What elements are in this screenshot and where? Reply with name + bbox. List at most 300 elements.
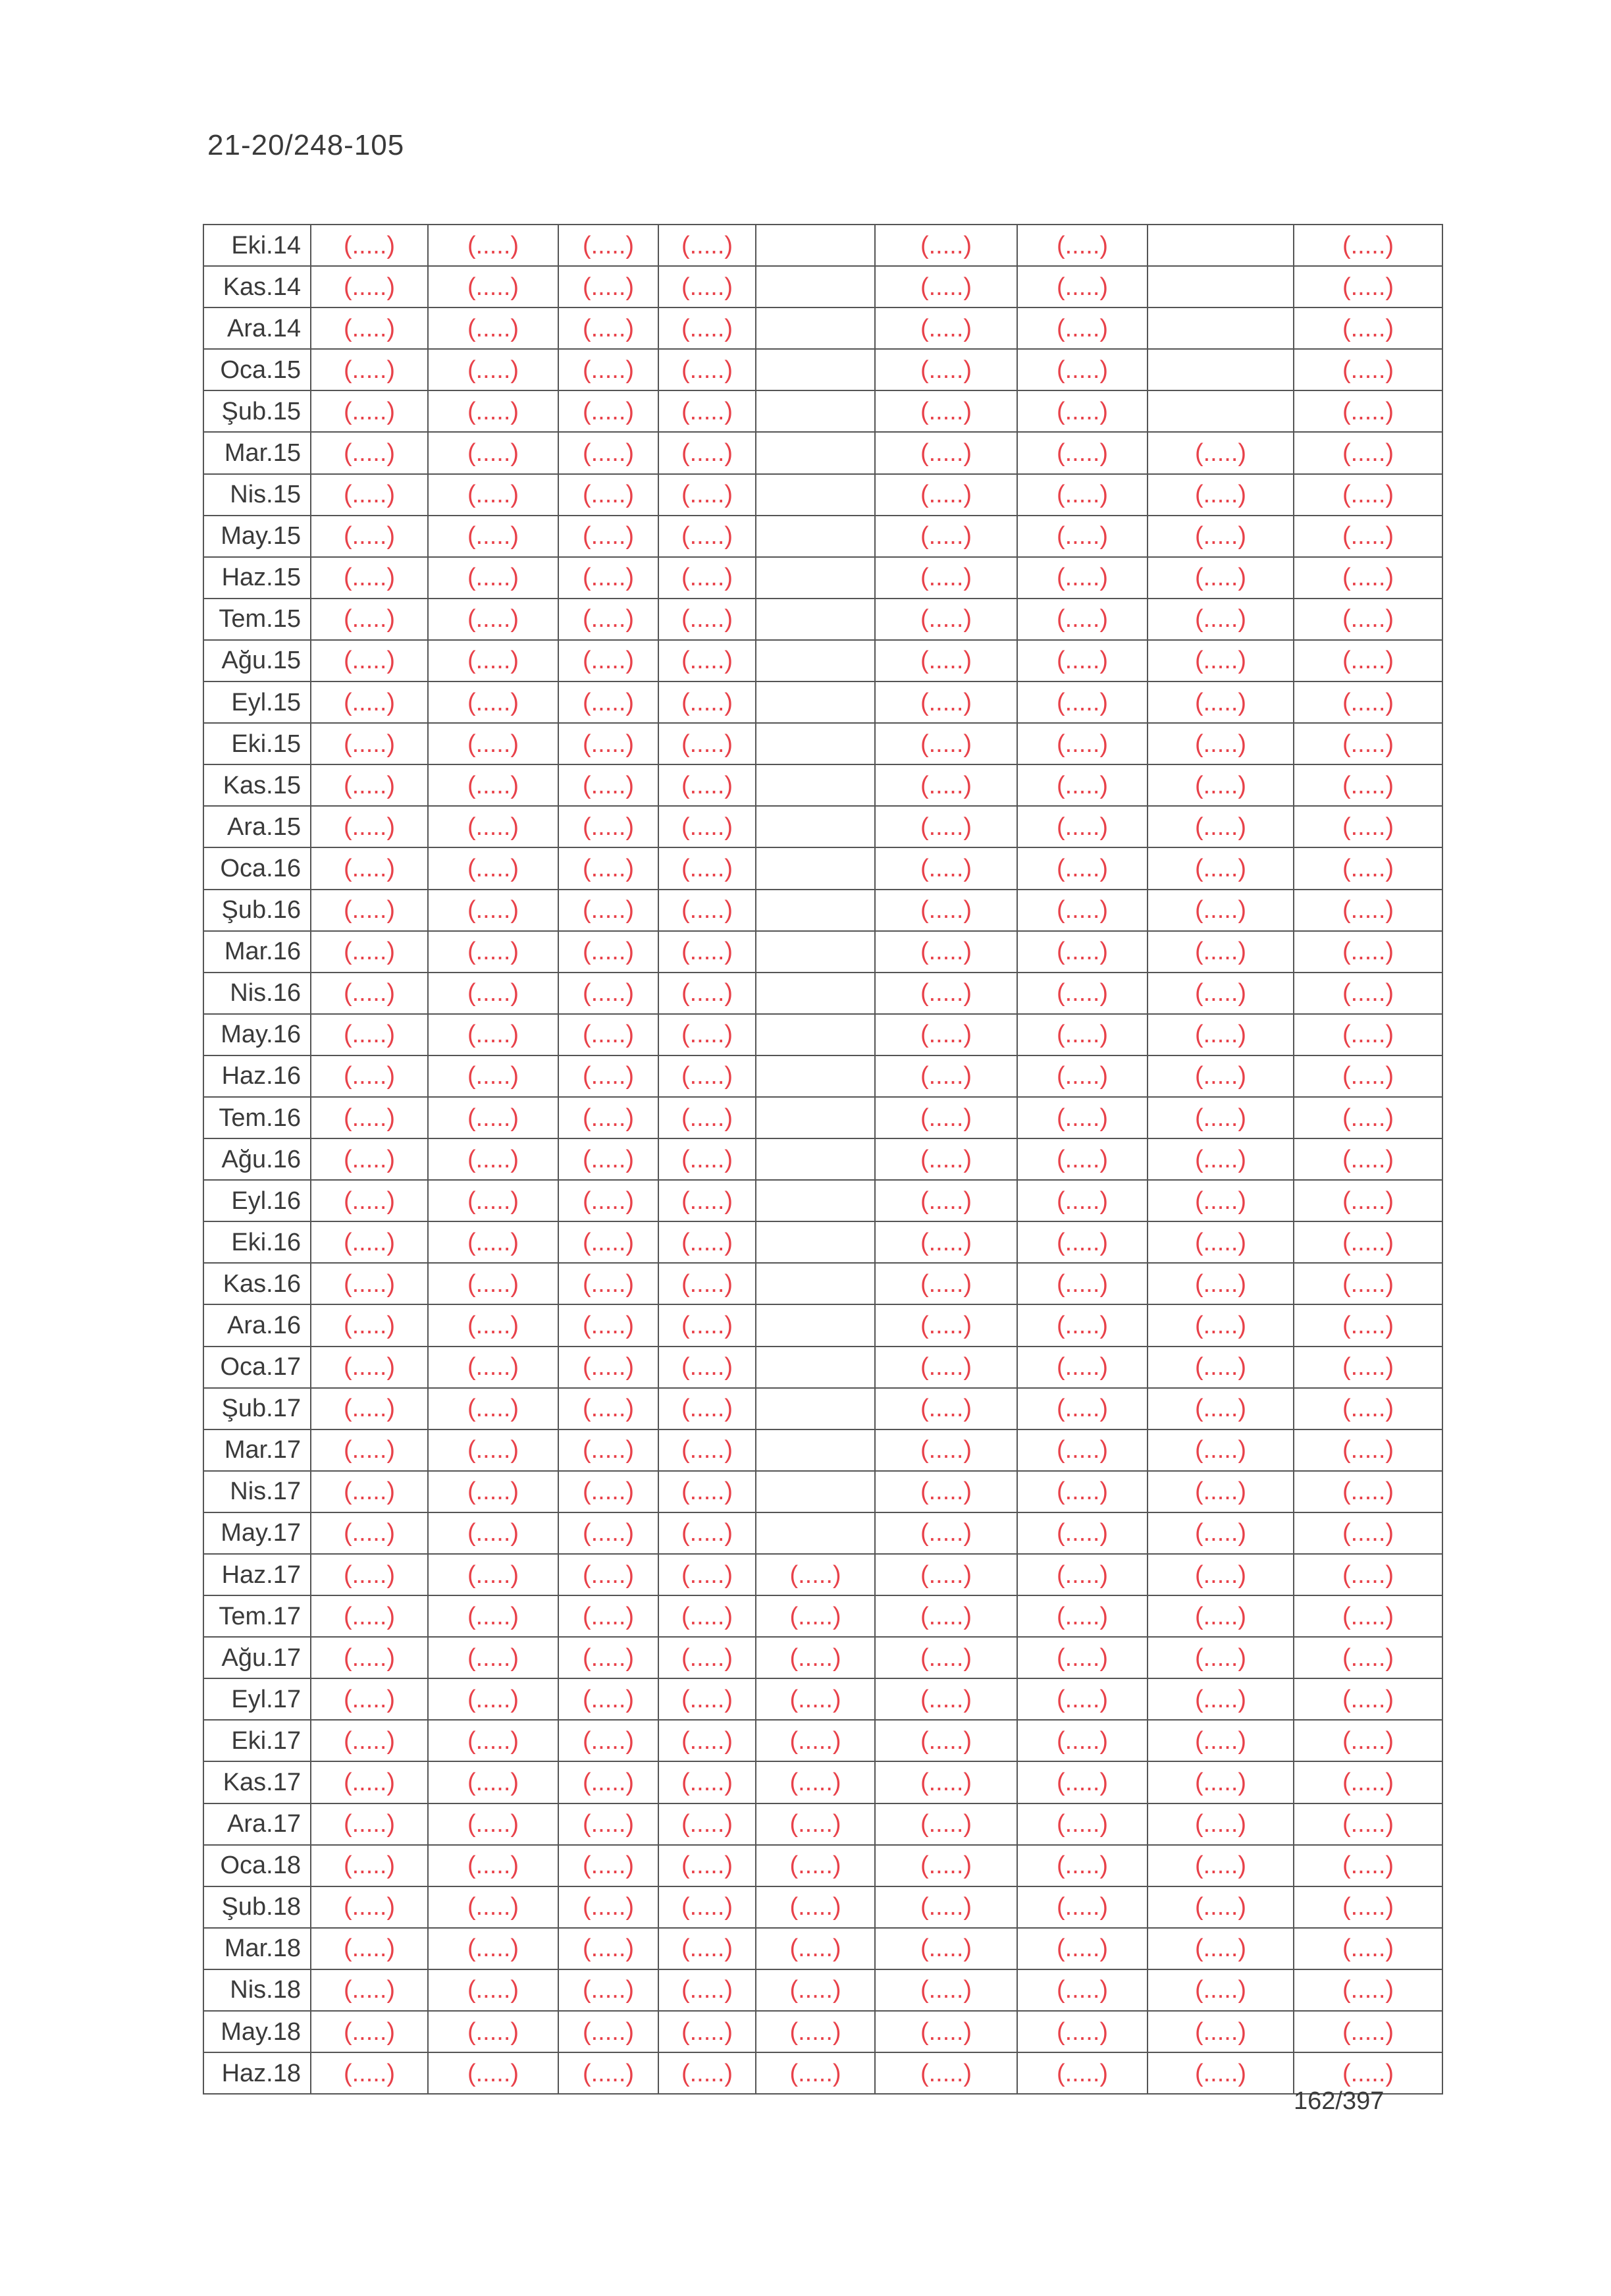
- redacted-value-cell: (.....): [1294, 432, 1442, 473]
- row-month-label: Haz.16: [203, 1055, 311, 1097]
- redacted-value-cell: (.....): [311, 1720, 428, 1761]
- row-month-label: Eyl.16: [203, 1180, 311, 1221]
- redacted-value-cell: (.....): [1294, 890, 1442, 931]
- table-row: [203, 225, 1442, 266]
- redacted-value-cell: (.....): [658, 1845, 756, 1886]
- redacted-value-cell: (.....): [428, 890, 558, 931]
- redacted-value-cell: (.....): [1017, 1347, 1148, 1388]
- redacted-value-cell: (.....): [558, 890, 658, 931]
- redacted-value-cell: (.....): [558, 1263, 658, 1304]
- redacted-value-cell: (.....): [1294, 1554, 1442, 1595]
- redacted-value-cell: (.....): [311, 1388, 428, 1429]
- redacted-value-cell: (.....): [558, 307, 658, 349]
- redacted-value-cell: (.....): [1148, 1678, 1294, 1720]
- redacted-value-cell: (.....): [311, 307, 428, 349]
- empty-cell: [756, 1429, 875, 1471]
- redacted-value-cell: (.....): [558, 432, 658, 473]
- redacted-value-cell: (.....): [1148, 1221, 1294, 1263]
- redacted-value-cell: (.....): [311, 1180, 428, 1221]
- row-month-label: Ara.15: [203, 806, 311, 847]
- row-month-label: Ara.17: [203, 1803, 311, 1845]
- redacted-value-cell: (.....): [756, 1886, 875, 1928]
- redacted-value-cell: (.....): [1148, 1512, 1294, 1554]
- redacted-value-cell: (.....): [875, 2011, 1017, 2052]
- redacted-value-cell: (.....): [1148, 1637, 1294, 1678]
- redacted-value-cell: (.....): [311, 1678, 428, 1720]
- empty-cell: [756, 847, 875, 889]
- redacted-value-cell: (.....): [428, 2052, 558, 2094]
- empty-cell: [756, 599, 875, 640]
- redacted-value-cell: (.....): [1148, 1014, 1294, 1055]
- redacted-value-cell: (.....): [311, 1845, 428, 1886]
- row-month-label: May.18: [203, 2011, 311, 2052]
- redacted-value-cell: (.....): [1294, 973, 1442, 1014]
- redacted-value-cell: (.....): [875, 806, 1017, 847]
- redacted-value-cell: (.....): [658, 1637, 756, 1678]
- redacted-value-cell: (.....): [1017, 557, 1148, 599]
- redacted-value-cell: (.....): [428, 1263, 558, 1304]
- redacted-value-cell: (.....): [875, 349, 1017, 390]
- redacted-value-cell: (.....): [1017, 307, 1148, 349]
- redacted-value-cell: (.....): [1148, 1055, 1294, 1097]
- row-month-label: Oca.18: [203, 1845, 311, 1886]
- redacted-value-cell: (.....): [1294, 1637, 1442, 1678]
- redacted-value-cell: (.....): [875, 557, 1017, 599]
- redacted-value-cell: (.....): [658, 640, 756, 681]
- redacted-value-cell: (.....): [428, 1554, 558, 1595]
- empty-cell: [1148, 307, 1294, 349]
- redacted-value-cell: (.....): [1148, 1803, 1294, 1845]
- table-row: [203, 1969, 1442, 2011]
- redacted-value-cell: (.....): [1017, 1304, 1148, 1346]
- redacted-value-cell: (.....): [428, 432, 558, 473]
- redacted-value-cell: (.....): [875, 847, 1017, 889]
- table-row: [203, 266, 1442, 307]
- redacted-value-cell: (.....): [428, 640, 558, 681]
- redacted-value-cell: (.....): [875, 1678, 1017, 1720]
- redacted-value-cell: (.....): [311, 681, 428, 723]
- row-month-label: Eyl.15: [203, 681, 311, 723]
- redacted-value-cell: (.....): [311, 2011, 428, 2052]
- redacted-value-cell: (.....): [658, 1263, 756, 1304]
- redacted-value-cell: (.....): [1294, 1761, 1442, 1803]
- redacted-value-cell: (.....): [1148, 847, 1294, 889]
- redacted-value-cell: (.....): [658, 516, 756, 557]
- redacted-value-cell: (.....): [558, 2052, 658, 2094]
- redacted-value-cell: (.....): [875, 225, 1017, 266]
- redacted-value-cell: (.....): [428, 1595, 558, 1637]
- empty-cell: [756, 307, 875, 349]
- empty-cell: [756, 1180, 875, 1221]
- row-month-label: Kas.16: [203, 1263, 311, 1304]
- redacted-value-cell: (.....): [1294, 1388, 1442, 1429]
- empty-cell: [756, 640, 875, 681]
- redacted-value-cell: (.....): [558, 847, 658, 889]
- redacted-value-cell: (.....): [1148, 640, 1294, 681]
- redacted-value-cell: (.....): [311, 1055, 428, 1097]
- redacted-value-cell: (.....): [658, 1595, 756, 1637]
- redacted-value-cell: (.....): [558, 1969, 658, 2011]
- empty-cell: [756, 806, 875, 847]
- redacted-value-cell: (.....): [658, 681, 756, 723]
- redacted-value-cell: (.....): [658, 1347, 756, 1388]
- redacted-value-cell: (.....): [558, 557, 658, 599]
- empty-cell: [756, 1014, 875, 1055]
- row-month-label: Oca.15: [203, 349, 311, 390]
- redacted-value-cell: (.....): [311, 640, 428, 681]
- redacted-value-cell: (.....): [1294, 1347, 1442, 1388]
- redacted-value-cell: (.....): [311, 1803, 428, 1845]
- redacted-value-cell: (.....): [558, 1388, 658, 1429]
- redacted-value-cell: (.....): [875, 1221, 1017, 1263]
- empty-cell: [756, 266, 875, 307]
- redacted-value-cell: (.....): [1294, 557, 1442, 599]
- redacted-value-cell: (.....): [311, 764, 428, 806]
- redacted-value-cell: (.....): [1017, 349, 1148, 390]
- redacted-value-cell: (.....): [1017, 1803, 1148, 1845]
- row-month-label: Kas.15: [203, 764, 311, 806]
- redacted-value-cell: (.....): [428, 1014, 558, 1055]
- redacted-value-cell: (.....): [875, 1554, 1017, 1595]
- row-month-label: Haz.18: [203, 2052, 311, 2094]
- redacted-value-cell: (.....): [428, 681, 558, 723]
- redacted-value-cell: (.....): [311, 973, 428, 1014]
- redacted-value-cell: (.....): [428, 1388, 558, 1429]
- redacted-value-cell: (.....): [756, 1678, 875, 1720]
- row-month-label: Ağu.15: [203, 640, 311, 681]
- redacted-value-cell: (.....): [1017, 1845, 1148, 1886]
- redacted-value-cell: (.....): [756, 1595, 875, 1637]
- redacted-value-cell: (.....): [1148, 1097, 1294, 1138]
- table-row: [203, 1554, 1442, 1595]
- row-month-label: Haz.17: [203, 1554, 311, 1595]
- redacted-value-cell: (.....): [311, 432, 428, 473]
- redacted-value-cell: (.....): [1017, 516, 1148, 557]
- redacted-value-cell: (.....): [658, 474, 756, 516]
- redacted-value-cell: (.....): [1017, 2052, 1148, 2094]
- row-month-label: Eki.17: [203, 1720, 311, 1761]
- redacted-value-cell: (.....): [428, 723, 558, 764]
- redacted-value-cell: (.....): [658, 1803, 756, 1845]
- redacted-value-cell: (.....): [1017, 973, 1148, 1014]
- redacted-value-cell: (.....): [428, 516, 558, 557]
- redacted-value-cell: (.....): [558, 1886, 658, 1928]
- redacted-value-cell: (.....): [658, 1512, 756, 1554]
- redacted-value-cell: (.....): [1017, 890, 1148, 931]
- empty-cell: [756, 1138, 875, 1180]
- redacted-value-cell: (.....): [428, 266, 558, 307]
- table-row: [203, 1347, 1442, 1388]
- data-table: [203, 224, 1443, 2095]
- table-row: [203, 973, 1442, 1014]
- redacted-value-cell: (.....): [875, 973, 1017, 1014]
- empty-cell: [756, 390, 875, 432]
- redacted-value-cell: (.....): [875, 1471, 1017, 1512]
- table-row: [203, 516, 1442, 557]
- empty-cell: [756, 1221, 875, 1263]
- row-month-label: Haz.15: [203, 557, 311, 599]
- empty-cell: [756, 1263, 875, 1304]
- redacted-value-cell: (.....): [558, 2011, 658, 2052]
- redacted-value-cell: (.....): [1294, 390, 1442, 432]
- redacted-value-cell: (.....): [875, 2052, 1017, 2094]
- redacted-value-cell: (.....): [1148, 1471, 1294, 1512]
- redacted-value-cell: (.....): [1017, 1180, 1148, 1221]
- table-row: [203, 1803, 1442, 1845]
- redacted-value-cell: (.....): [311, 557, 428, 599]
- row-month-label: Ara.14: [203, 307, 311, 349]
- table-row: [203, 1886, 1442, 1928]
- redacted-value-cell: (.....): [1148, 1304, 1294, 1346]
- redacted-value-cell: (.....): [1017, 681, 1148, 723]
- row-month-label: Mar.15: [203, 432, 311, 473]
- redacted-value-cell: (.....): [311, 847, 428, 889]
- redacted-value-cell: (.....): [428, 1512, 558, 1554]
- row-month-label: Eki.15: [203, 723, 311, 764]
- redacted-value-cell: (.....): [1017, 1928, 1148, 1969]
- redacted-value-cell: (.....): [558, 1471, 658, 1512]
- row-month-label: Nis.18: [203, 1969, 311, 2011]
- redacted-value-cell: (.....): [311, 599, 428, 640]
- redacted-value-cell: (.....): [311, 266, 428, 307]
- redacted-value-cell: (.....): [558, 1845, 658, 1886]
- row-month-label: Ara.16: [203, 1304, 311, 1346]
- table-row: [203, 1512, 1442, 1554]
- redacted-value-cell: (.....): [1017, 723, 1148, 764]
- redacted-value-cell: (.....): [428, 390, 558, 432]
- redacted-value-cell: (.....): [658, 1720, 756, 1761]
- redacted-value-cell: (.....): [558, 474, 658, 516]
- table-row: [203, 723, 1442, 764]
- redacted-value-cell: (.....): [428, 557, 558, 599]
- empty-cell: [756, 1471, 875, 1512]
- redacted-value-cell: (.....): [1294, 516, 1442, 557]
- redacted-value-cell: (.....): [428, 1055, 558, 1097]
- empty-cell: [756, 432, 875, 473]
- redacted-value-cell: (.....): [875, 599, 1017, 640]
- empty-cell: [756, 681, 875, 723]
- redacted-value-cell: (.....): [428, 1471, 558, 1512]
- empty-cell: [1148, 266, 1294, 307]
- redacted-value-cell: (.....): [1148, 1263, 1294, 1304]
- redacted-value-cell: (.....): [428, 2011, 558, 2052]
- table-row: [203, 640, 1442, 681]
- redacted-value-cell: (.....): [558, 1055, 658, 1097]
- redacted-value-cell: (.....): [558, 1554, 658, 1595]
- redacted-value-cell: (.....): [1294, 764, 1442, 806]
- redacted-value-cell: (.....): [1294, 1263, 1442, 1304]
- table-row: [203, 1055, 1442, 1097]
- redacted-value-cell: (.....): [1294, 1969, 1442, 2011]
- redacted-value-cell: (.....): [1294, 847, 1442, 889]
- table-row: [203, 307, 1442, 349]
- redacted-value-cell: (.....): [428, 1097, 558, 1138]
- redacted-value-cell: (.....): [658, 557, 756, 599]
- redacted-value-cell: (.....): [875, 1388, 1017, 1429]
- redacted-value-cell: (.....): [658, 1761, 756, 1803]
- redacted-value-cell: (.....): [875, 1180, 1017, 1221]
- table-row: [203, 1471, 1442, 1512]
- table-row: [203, 847, 1442, 889]
- empty-cell: [756, 1304, 875, 1346]
- redacted-value-cell: (.....): [875, 1761, 1017, 1803]
- row-month-label: Eki.16: [203, 1221, 311, 1263]
- redacted-value-cell: (.....): [1017, 1969, 1148, 2011]
- redacted-value-cell: (.....): [875, 1803, 1017, 1845]
- redacted-value-cell: (.....): [558, 1678, 658, 1720]
- redacted-value-cell: (.....): [558, 266, 658, 307]
- table-row: [203, 931, 1442, 973]
- redacted-value-cell: (.....): [875, 1928, 1017, 1969]
- redacted-value-cell: (.....): [1294, 2011, 1442, 2052]
- table-row: [203, 474, 1442, 516]
- empty-cell: [756, 723, 875, 764]
- redacted-value-cell: (.....): [1294, 1014, 1442, 1055]
- redacted-value-cell: (.....): [428, 1886, 558, 1928]
- redacted-value-cell: (.....): [658, 764, 756, 806]
- redacted-value-cell: (.....): [1148, 2052, 1294, 2094]
- redacted-value-cell: (.....): [558, 225, 658, 266]
- redacted-value-cell: (.....): [311, 390, 428, 432]
- redacted-value-cell: (.....): [1294, 1097, 1442, 1138]
- redacted-value-cell: (.....): [1294, 599, 1442, 640]
- empty-cell: [756, 1097, 875, 1138]
- redacted-value-cell: (.....): [558, 1304, 658, 1346]
- redacted-value-cell: (.....): [1017, 806, 1148, 847]
- redacted-value-cell: (.....): [558, 1637, 658, 1678]
- redacted-value-cell: (.....): [658, 2011, 756, 2052]
- row-month-label: Şub.18: [203, 1886, 311, 1928]
- redacted-value-cell: (.....): [1294, 723, 1442, 764]
- empty-cell: [756, 973, 875, 1014]
- redacted-value-cell: (.....): [428, 599, 558, 640]
- empty-cell: [756, 557, 875, 599]
- row-month-label: Mar.18: [203, 1928, 311, 1969]
- redacted-value-cell: (.....): [311, 1928, 428, 1969]
- redacted-value-cell: (.....): [658, 266, 756, 307]
- redacted-value-cell: (.....): [1148, 723, 1294, 764]
- row-month-label: Şub.17: [203, 1388, 311, 1429]
- row-month-label: Tem.17: [203, 1595, 311, 1637]
- redacted-value-cell: (.....): [311, 1014, 428, 1055]
- redacted-value-cell: (.....): [1148, 1761, 1294, 1803]
- redacted-value-cell: (.....): [1294, 681, 1442, 723]
- redacted-value-cell: (.....): [1148, 1180, 1294, 1221]
- empty-cell: [1148, 225, 1294, 266]
- redacted-value-cell: (.....): [1294, 1304, 1442, 1346]
- redacted-value-cell: (.....): [658, 1388, 756, 1429]
- redacted-value-cell: (.....): [1294, 1512, 1442, 1554]
- redacted-value-cell: (.....): [875, 1969, 1017, 2011]
- redacted-value-cell: (.....): [1148, 1720, 1294, 1761]
- row-month-label: May.16: [203, 1014, 311, 1055]
- redacted-value-cell: (.....): [1148, 1928, 1294, 1969]
- redacted-value-cell: (.....): [1148, 1886, 1294, 1928]
- redacted-value-cell: (.....): [428, 1138, 558, 1180]
- redacted-value-cell: (.....): [311, 2052, 428, 2094]
- redacted-value-cell: (.....): [756, 2052, 875, 2094]
- row-month-label: Kas.14: [203, 266, 311, 307]
- redacted-value-cell: (.....): [428, 1678, 558, 1720]
- empty-cell: [756, 1512, 875, 1554]
- empty-cell: [756, 516, 875, 557]
- redacted-value-cell: (.....): [1017, 1471, 1148, 1512]
- redacted-value-cell: (.....): [558, 390, 658, 432]
- table-row: [203, 1720, 1442, 1761]
- redacted-value-cell: (.....): [311, 1595, 428, 1637]
- row-month-label: Kas.17: [203, 1761, 311, 1803]
- redacted-value-cell: (.....): [658, 1014, 756, 1055]
- table-row: [203, 681, 1442, 723]
- redacted-value-cell: (.....): [756, 1928, 875, 1969]
- table-row: [203, 890, 1442, 931]
- row-month-label: Mar.17: [203, 1429, 311, 1471]
- row-month-label: Tem.15: [203, 599, 311, 640]
- redacted-value-cell: (.....): [1148, 1429, 1294, 1471]
- redacted-value-cell: (.....): [311, 1637, 428, 1678]
- table-row: [203, 1678, 1442, 1720]
- redacted-value-cell: (.....): [1148, 599, 1294, 640]
- redacted-value-cell: (.....): [558, 1512, 658, 1554]
- table-row: [203, 1845, 1442, 1886]
- redacted-value-cell: (.....): [875, 681, 1017, 723]
- table-row: [203, 1263, 1442, 1304]
- redacted-value-cell: (.....): [1017, 390, 1148, 432]
- redacted-value-cell: (.....): [558, 1097, 658, 1138]
- redacted-value-cell: (.....): [428, 1304, 558, 1346]
- redacted-value-cell: (.....): [311, 1554, 428, 1595]
- redacted-value-cell: (.....): [1148, 681, 1294, 723]
- redacted-value-cell: (.....): [1294, 474, 1442, 516]
- redacted-value-cell: (.....): [1017, 432, 1148, 473]
- redacted-value-cell: (.....): [428, 1803, 558, 1845]
- redacted-value-cell: (.....): [1017, 1886, 1148, 1928]
- redacted-value-cell: (.....): [311, 723, 428, 764]
- redacted-value-cell: (.....): [428, 1347, 558, 1388]
- redacted-value-cell: (.....): [428, 1221, 558, 1263]
- redacted-value-cell: (.....): [428, 1845, 558, 1886]
- redacted-value-cell: (.....): [1294, 1720, 1442, 1761]
- table-row: [203, 1761, 1442, 1803]
- table-row: [203, 390, 1442, 432]
- row-month-label: Ağu.17: [203, 1637, 311, 1678]
- row-month-label: Tem.16: [203, 1097, 311, 1138]
- redacted-value-cell: (.....): [311, 1138, 428, 1180]
- redacted-value-cell: (.....): [311, 1429, 428, 1471]
- redacted-value-cell: (.....): [658, 390, 756, 432]
- redacted-value-cell: (.....): [428, 1637, 558, 1678]
- redacted-value-cell: (.....): [1017, 1595, 1148, 1637]
- redacted-value-cell: (.....): [428, 474, 558, 516]
- redacted-value-cell: (.....): [1017, 1554, 1148, 1595]
- redacted-value-cell: (.....): [1148, 1595, 1294, 1637]
- redacted-value-cell: (.....): [558, 931, 658, 973]
- redacted-value-cell: (.....): [875, 1055, 1017, 1097]
- redacted-value-cell: (.....): [1017, 1637, 1148, 1678]
- redacted-value-cell: (.....): [756, 1845, 875, 1886]
- redacted-value-cell: (.....): [1294, 266, 1442, 307]
- empty-cell: [756, 764, 875, 806]
- redacted-value-cell: (.....): [1148, 474, 1294, 516]
- redacted-value-cell: (.....): [875, 432, 1017, 473]
- redacted-value-cell: (.....): [311, 1304, 428, 1346]
- redacted-value-cell: (.....): [558, 1595, 658, 1637]
- row-month-label: Oca.17: [203, 1347, 311, 1388]
- redacted-value-cell: (.....): [311, 1097, 428, 1138]
- redacted-value-cell: (.....): [1294, 1845, 1442, 1886]
- redacted-value-cell: (.....): [558, 1761, 658, 1803]
- redacted-value-cell: (.....): [875, 890, 1017, 931]
